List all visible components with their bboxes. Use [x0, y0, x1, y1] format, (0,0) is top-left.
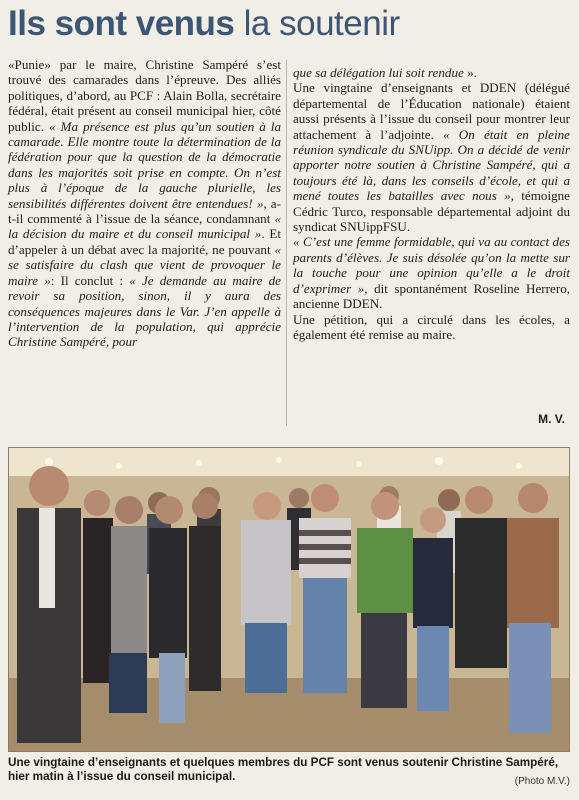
photo-credit: (Photo M.V.)	[514, 776, 570, 787]
text-run: « la décision du maire et du conseil municipal »	[8, 211, 281, 242]
column-1-paragraph	[8, 57, 281, 350]
column-divider	[286, 60, 287, 426]
photo-caption: Une vingtaine d’enseignants et quelques membres du PCF sont venus soutenir Christine Sampéré, hier matin à l’issue du conseil municipal.	[8, 756, 559, 783]
text-run: « se satisfaire du clash que vient de provoquer le maire »	[8, 241, 281, 288]
headline	[8, 2, 571, 46]
text-run: : Il conclut :	[50, 272, 130, 288]
photo-ceiling	[9, 448, 569, 476]
text-run: ».	[463, 65, 477, 80]
article-column-1	[8, 57, 281, 350]
text-run: . Et d’appeler à un débat avec la majorité, ne pouvant	[8, 226, 281, 257]
text-run: « Ma présence est plus qu’un soutien à la camarade. Elle montre toute la détermination de la fédération pour que la question de la démocratie dans les majorités soit prise en compte. On n’est plus à l’époque de la gauche plurielle, les sensibilités différentes doivent être entendues! »	[8, 118, 281, 211]
text-run: , témoigne Cédric Turco, responsable départemental adjoint du syndicat SNUippFSU.	[293, 188, 570, 235]
column-2-paragraph-2	[293, 80, 570, 234]
headline-bold: Ils sont venus	[8, 4, 235, 43]
article-column-2	[293, 65, 570, 342]
text-run: « Je demande au maire de revoir sa position, sinon, il y aura des conséquences majeures dans le Var. J’en appelle à l’intervention de la population, qui apprécie Christine Sampéré, pour	[8, 272, 281, 350]
text-run: que sa délégation lui soit rendue	[293, 65, 464, 80]
author-signature: M. V.	[538, 412, 565, 426]
group-photo-illustration	[9, 448, 569, 751]
column-2-paragraph-4	[293, 312, 570, 343]
column-2-paragraph-1	[293, 65, 570, 80]
photo-floor	[9, 678, 569, 751]
text-run: Une pétition, qui a circulé dans les écoles, a également été remise au maire.	[293, 311, 570, 342]
text-run: « On était en pleine réunion syndicale du SNUipp. On a décidé de venir apporter notre soutien à Christine Sampéré, qui a toujours été là, dans les conseils d’école, et qui a mené toutes les batailles avec nous »	[293, 126, 570, 204]
text-run: , a-t-il commenté à l’issue de la séance, condamnant	[8, 195, 281, 227]
text-run: « C’est une femme formidable, qui va au contact des parents d’élèves. Je suis désolée qu’on la mette sur la touche pour une opinion qu’elle a le droit d’exprimer »	[293, 234, 570, 296]
headline-rest: la soutenir	[243, 4, 400, 43]
text-run: «Punie» par le maire, Christine Sampéré s’est trouvé des camarades dans l’épreuve. Des alliés politiques, d’abord, au PCF : Alain Bolla, secrétaire fédéral, était présent au conseil municipal hier, côté public.	[8, 57, 281, 134]
text-run: , dit spontanément Roseline Herrero, ancienne DDEN.	[293, 280, 571, 312]
column-2-paragraph-3	[293, 234, 570, 311]
text-run: Une vingtaine d’enseignants et DDEN (délégué départemental de l’Éducation nationale) étaient aussi présents à l’issue du conseil pour montrer leur attachement à l’adjointe.	[293, 80, 570, 142]
group-photo	[8, 447, 570, 752]
